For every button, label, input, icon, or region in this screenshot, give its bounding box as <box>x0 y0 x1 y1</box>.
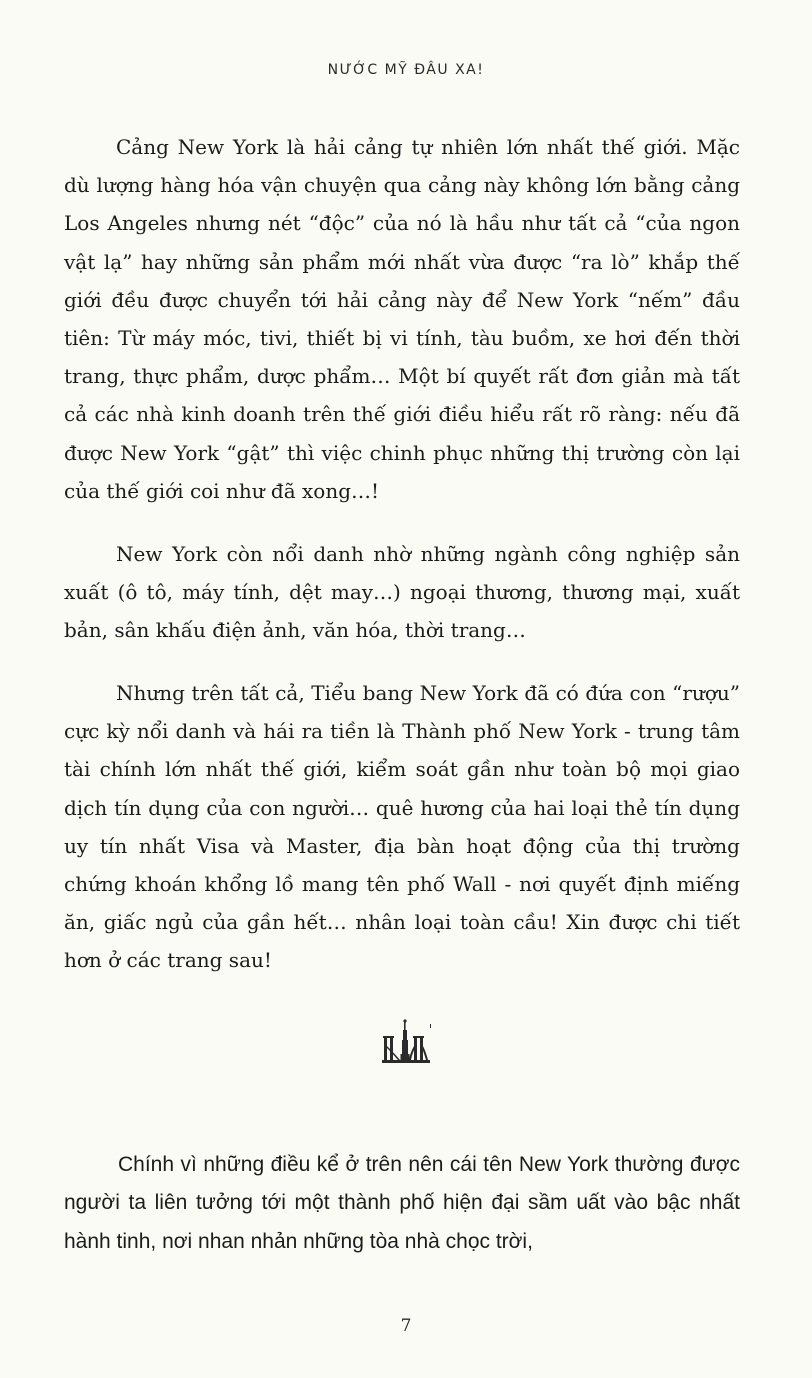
paragraph-4: Chính vì những điều kể ở trên nên cái tên New York thường được người ta liên tưởng tới một thành phố hiện đại sầm uất vào bậc nhất hành tinh, nơi nhan nhản những tòa nhà chọc trời, <box>64 1153 740 1253</box>
running-head: NƯỚC MỸ ĐÂU XA! <box>327 62 485 78</box>
paragraph-3: Nhưng trên tất cả, Tiểu bang New York đã có đứa con “rượu” cực kỳ nổi danh và hái ra tiền là Thành phố New York - trung tâm tài chính lớn nhất thế giới, kiểm soát gần như toàn bộ mọi giao dịch tín dụng của con người… quê hương của hai loại thẻ tín dụng uy tín nhất Visa và Master, địa bàn hoạt động của thị trường chứng khoán khổng lồ mang tên phố Wall - nơi quyết định miếng ăn, giấc ngủ của gần hết… nhân loại toàn cầu! Xin được chi tiết hơn ở các trang sau! <box>64 681 740 973</box>
paragraph-2: New York còn nổi danh nhờ những ngành công nghiệp sản xuất (ô tô, máy tính, dệt may…) ngoại thương, thương mại, xuất bản, sân khấu điện ảnh, văn hóa, thời trang… <box>64 542 740 643</box>
skyline-ornament-icon <box>380 1016 432 1070</box>
bottom-text <box>64 1146 740 1261</box>
main-text-3 <box>64 674 740 980</box>
paragraph-1: Cảng New York là hải cảng tự nhiên lớn nhất thế giới. Mặc dù lượng hàng hóa vận chuyện qua cảng này không lớn bằng cảng Los Angeles nhưng nét “độc” của nó là hầu như tất cả “của ngon vật lạ” hay những sản phẩm mới nhất vừa được “ra lò” khắp thế giới đều được chuyển tới hải cảng này để New York “nếm” đầu tiên: Từ máy móc, tivi, thiết bị vi tính, tàu buồm, xe hơi đến thời trang, thực phẩm, dược phẩm… Một bí quyết rất đơn giản mà tất cả các nhà kinh doanh trên thế giới điều hiểu rất rõ ràng: nếu đã được New York “gật” thì việc chinh phục những thị trường còn lại của thế giới coi như đã xong…! <box>64 135 740 503</box>
main-text <box>64 128 740 510</box>
page-number: 7 <box>400 1316 412 1336</box>
main-text-2 <box>64 535 740 650</box>
